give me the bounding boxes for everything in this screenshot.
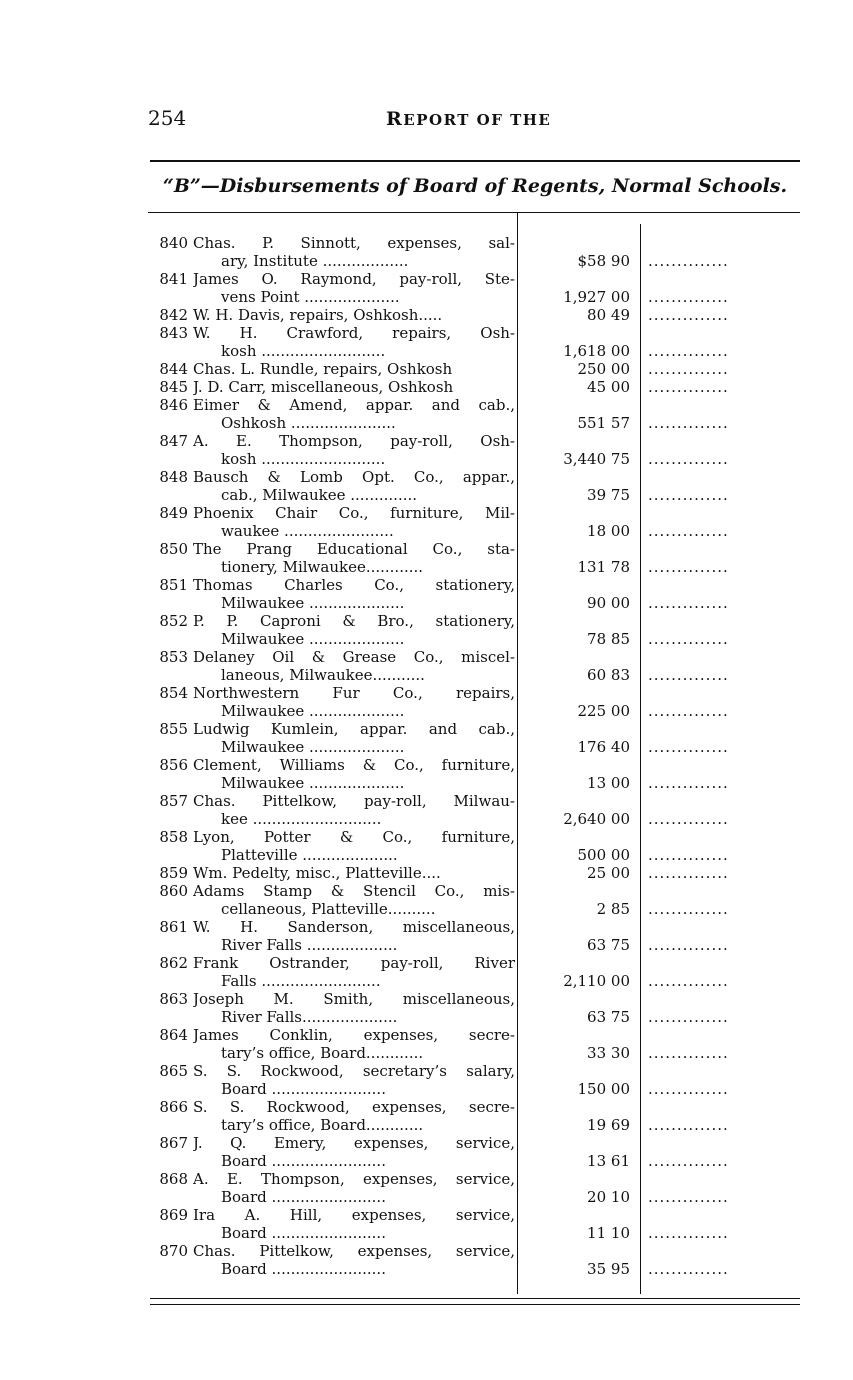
- entry-line: [0, 882, 853, 900]
- voucher-number: 843: [159, 324, 188, 342]
- title-rule: [148, 212, 800, 213]
- total-leader: ..............: [648, 972, 729, 990]
- total-leader: ..............: [648, 1008, 729, 1026]
- entry-line: [0, 810, 853, 828]
- entry-line: [0, 522, 853, 540]
- table-row: [0, 954, 853, 990]
- entry-line: [0, 1026, 853, 1044]
- voucher-number: 860: [159, 882, 188, 900]
- voucher-number: 857: [159, 792, 188, 810]
- entry-line: [0, 1152, 853, 1170]
- page-number: 254: [148, 106, 187, 130]
- payee-description: Falls .........................: [221, 972, 381, 990]
- entry-line: [0, 1206, 853, 1224]
- payee-description: Milwaukee ....................: [221, 630, 405, 648]
- voucher-number: 858: [159, 828, 188, 846]
- payee-description: Milwaukee ....................: [221, 738, 405, 756]
- payee-description: vens Point ....................: [221, 288, 400, 306]
- payee-description: Board ........................: [221, 1080, 386, 1098]
- payee-description: Thomas Charles Co., stationery,: [193, 576, 515, 594]
- payee-description: Northwestern Fur Co., repairs,: [193, 684, 515, 702]
- payee-description: Bausch & Lomb Opt. Co., appar.,: [193, 468, 515, 486]
- voucher-number: 854: [159, 684, 188, 702]
- voucher-number: 868: [159, 1170, 188, 1188]
- total-leader: ..............: [648, 1080, 729, 1098]
- entry-line: [0, 1116, 853, 1134]
- total-leader: ..............: [648, 594, 729, 612]
- payee-description: The Prang Educational Co., sta-: [193, 540, 515, 558]
- entry-line: [0, 648, 853, 666]
- voucher-number: 842: [159, 306, 188, 324]
- entry-line: [0, 432, 853, 450]
- table-row: [0, 504, 853, 540]
- amount: 80 49: [587, 306, 630, 324]
- amount: 2,110 00: [563, 972, 630, 990]
- table-row: [0, 396, 853, 432]
- table-row: [0, 1242, 853, 1278]
- total-leader: ..............: [648, 306, 729, 324]
- running-head-initial: R: [386, 108, 404, 130]
- payee-description: Board ........................: [221, 1152, 386, 1170]
- entry-line: [0, 990, 853, 1008]
- payee-description: Ludwig Kumlein, appar. and cab.,: [193, 720, 515, 738]
- entry-line: [0, 594, 853, 612]
- running-head: [386, 108, 551, 130]
- table-row: [0, 1134, 853, 1170]
- amount: 131 78: [577, 558, 630, 576]
- total-leader: ..............: [648, 1260, 729, 1278]
- entry-line: [0, 504, 853, 522]
- payee-description: Chas. Pittelkow, pay-roll, Milwau-: [193, 792, 515, 810]
- amount: 39 75: [587, 486, 630, 504]
- voucher-number: 862: [159, 954, 188, 972]
- table-row: [0, 990, 853, 1026]
- amount: 13 61: [587, 1152, 630, 1170]
- entry-line: [0, 792, 853, 810]
- payee-description: kosh ..........................: [221, 450, 386, 468]
- total-leader: ..............: [648, 630, 729, 648]
- voucher-number: 840: [159, 234, 188, 252]
- amount: 63 75: [587, 936, 630, 954]
- entry-line: [0, 972, 853, 990]
- table-row: [0, 270, 853, 306]
- voucher-number: 852: [159, 612, 188, 630]
- entry-line: [0, 1170, 853, 1188]
- amount: 35 95: [587, 1260, 630, 1278]
- entry-line: [0, 612, 853, 630]
- voucher-number: 844: [159, 360, 188, 378]
- payee-description: waukee .......................: [221, 522, 394, 540]
- payee-description: Lyon, Potter & Co., furniture,: [193, 828, 515, 846]
- entry-line: [0, 342, 853, 360]
- payee-description: P. P. Caproni & Bro., stationery,: [193, 612, 515, 630]
- total-leader: ..............: [648, 1188, 729, 1206]
- payee-description: Frank Ostrander, pay-roll, River: [193, 954, 515, 972]
- amount: 33 30: [587, 1044, 630, 1062]
- entry-line: [0, 1260, 853, 1278]
- entry-line: [0, 468, 853, 486]
- table-row: [0, 1170, 853, 1206]
- amount: 500 00: [577, 846, 630, 864]
- voucher-number: 849: [159, 504, 188, 522]
- voucher-number: 863: [159, 990, 188, 1008]
- entry-line: [0, 774, 853, 792]
- amount: 176 40: [577, 738, 630, 756]
- entry-line: [0, 666, 853, 684]
- payee-description: James O. Raymond, pay-roll, Ste-: [193, 270, 515, 288]
- entry-line: [0, 486, 853, 504]
- payee-description: Oshkosh ......................: [221, 414, 396, 432]
- total-leader: ..............: [648, 360, 729, 378]
- amount: 1,927 00: [563, 288, 630, 306]
- entry-line: [0, 1080, 853, 1098]
- voucher-number: 847: [159, 432, 188, 450]
- amount: 63 75: [587, 1008, 630, 1026]
- table-row: [0, 360, 853, 378]
- total-leader: ..............: [648, 378, 729, 396]
- running-head-rest: EPORT OF THE: [403, 111, 552, 129]
- amount: 18 00: [587, 522, 630, 540]
- entry-line: [0, 630, 853, 648]
- entry-line: [0, 414, 853, 432]
- amount: 150 00: [577, 1080, 630, 1098]
- top-rule: [150, 160, 800, 162]
- table-title: “B”—Disbursements of Board of Regents, Normal Schools.: [162, 175, 788, 197]
- payee-description: A. E. Thompson, expenses, service,: [193, 1170, 515, 1188]
- voucher-number: 853: [159, 648, 188, 666]
- entry-line: [0, 1134, 853, 1152]
- payee-description: James Conklin, expenses, secre-: [193, 1026, 515, 1044]
- total-leader: ..............: [648, 1152, 729, 1170]
- entry-line: [0, 738, 853, 756]
- table-row: [0, 324, 853, 360]
- table-row: [0, 432, 853, 468]
- entry-line: [0, 396, 853, 414]
- table-row: [0, 648, 853, 684]
- entry-line: [0, 558, 853, 576]
- payee-description: tary’s office, Board............: [221, 1044, 424, 1062]
- payee-description: Chas. L. Rundle, repairs, Oshkosh: [193, 360, 453, 378]
- total-leader: ..............: [648, 666, 729, 684]
- table-row: [0, 720, 853, 756]
- total-leader: ..............: [648, 936, 729, 954]
- bottom-rule-double: [150, 1304, 800, 1305]
- payee-description: tary’s office, Board............: [221, 1116, 424, 1134]
- voucher-number: 870: [159, 1242, 188, 1260]
- amount: 11 10: [587, 1224, 630, 1242]
- table-row: [0, 792, 853, 828]
- entry-line: [0, 360, 853, 378]
- entry-line: [0, 1188, 853, 1206]
- table-row: [0, 234, 853, 270]
- table-row: [0, 684, 853, 720]
- payee-description: W. H. Sanderson, miscellaneous,: [193, 918, 515, 936]
- voucher-number: 859: [159, 864, 188, 882]
- voucher-number: 867: [159, 1134, 188, 1152]
- total-leader: ..............: [648, 846, 729, 864]
- total-leader: ..............: [648, 522, 729, 540]
- payee-description: River Falls ...................: [221, 936, 398, 954]
- payee-description: A. E. Thompson, pay-roll, Osh-: [193, 432, 515, 450]
- table-row: [0, 1026, 853, 1062]
- total-leader: ..............: [648, 450, 729, 468]
- voucher-number: 861: [159, 918, 188, 936]
- table-row: [0, 1062, 853, 1098]
- entry-line: [0, 252, 853, 270]
- disbursement-rows: [0, 234, 853, 1278]
- payee-description: River Falls....................: [221, 1008, 398, 1026]
- table-row: [0, 864, 853, 882]
- payee-description: Wm. Pedelty, misc., Platteville....: [193, 864, 441, 882]
- entry-line: [0, 540, 853, 558]
- table-row: [0, 756, 853, 792]
- amount: 78 85: [587, 630, 630, 648]
- payee-description: Eimer & Amend, appar. and cab.,: [193, 396, 515, 414]
- voucher-number: 856: [159, 756, 188, 774]
- payee-description: cellaneous, Platteville..........: [221, 900, 436, 918]
- amount: 90 00: [587, 594, 630, 612]
- payee-description: Chas. P. Sinnott, expenses, sal-: [193, 234, 515, 252]
- amount: 60 83: [587, 666, 630, 684]
- voucher-number: 841: [159, 270, 188, 288]
- entry-line: [0, 450, 853, 468]
- voucher-number: 846: [159, 396, 188, 414]
- payee-description: Delaney Oil & Grease Co., miscel-: [193, 648, 515, 666]
- amount: 45 00: [587, 378, 630, 396]
- payee-description: tionery, Milwaukee............: [221, 558, 424, 576]
- entry-line: [0, 1098, 853, 1116]
- voucher-number: 864: [159, 1026, 188, 1044]
- entry-line: [0, 1242, 853, 1260]
- total-leader: ..............: [648, 1044, 729, 1062]
- table-row: [0, 1206, 853, 1242]
- entry-line: [0, 270, 853, 288]
- payee-description: cab., Milwaukee ..............: [221, 486, 418, 504]
- payee-description: ary, Institute ..................: [221, 252, 409, 270]
- entry-line: [0, 1224, 853, 1242]
- table-row: [0, 612, 853, 648]
- amount: 2 85: [596, 900, 630, 918]
- entry-line: [0, 936, 853, 954]
- bottom-rule: [150, 1298, 800, 1299]
- table-row: [0, 918, 853, 954]
- payee-description: Board ........................: [221, 1260, 386, 1278]
- entry-line: [0, 234, 853, 252]
- entry-line: [0, 1044, 853, 1062]
- payee-description: W. H. Davis, repairs, Oshkosh.....: [193, 306, 443, 324]
- table-row: [0, 828, 853, 864]
- entry-line: [0, 918, 853, 936]
- voucher-number: 850: [159, 540, 188, 558]
- total-leader: ..............: [648, 414, 729, 432]
- amount: 20 10: [587, 1188, 630, 1206]
- payee-description: J. Q. Emery, expenses, service,: [193, 1134, 515, 1152]
- payee-description: Phoenix Chair Co., furniture, Mil-: [193, 504, 515, 522]
- amount: 13 00: [587, 774, 630, 792]
- entry-line: [0, 702, 853, 720]
- payee-description: Milwaukee ....................: [221, 774, 405, 792]
- entry-line: [0, 306, 853, 324]
- entry-line: [0, 684, 853, 702]
- payee-description: S. S. Rockwood, secretary’s salary,: [193, 1062, 515, 1080]
- payee-description: Board ........................: [221, 1224, 386, 1242]
- voucher-number: 865: [159, 1062, 188, 1080]
- table-row: [0, 882, 853, 918]
- entry-line: [0, 954, 853, 972]
- total-leader: ..............: [648, 1116, 729, 1134]
- voucher-number: 851: [159, 576, 188, 594]
- total-leader: ..............: [648, 1224, 729, 1242]
- table-row: [0, 540, 853, 576]
- payee-description: Chas. Pittelkow, expenses, service,: [193, 1242, 515, 1260]
- amount: 250 00: [577, 360, 630, 378]
- total-leader: ..............: [648, 288, 729, 306]
- total-leader: ..............: [648, 342, 729, 360]
- table-row: [0, 576, 853, 612]
- payee-description: Clement, Williams & Co., furniture,: [193, 756, 515, 774]
- entry-line: [0, 864, 853, 882]
- entry-line: [0, 756, 853, 774]
- total-leader: ..............: [648, 738, 729, 756]
- total-leader: ..............: [648, 900, 729, 918]
- payee-description: Adams Stamp & Stencil Co., mis-: [193, 882, 515, 900]
- total-leader: ..............: [648, 558, 729, 576]
- entry-line: [0, 288, 853, 306]
- table-row: [0, 468, 853, 504]
- total-leader: ..............: [648, 810, 729, 828]
- entry-line: [0, 324, 853, 342]
- total-leader: ..............: [648, 864, 729, 882]
- amount: $58 90: [577, 252, 630, 270]
- voucher-number: 866: [159, 1098, 188, 1116]
- payee-description: Platteville ....................: [221, 846, 398, 864]
- payee-description: kee ...........................: [221, 810, 382, 828]
- voucher-number: 848: [159, 468, 188, 486]
- payee-description: Milwaukee ....................: [221, 594, 405, 612]
- voucher-number: 855: [159, 720, 188, 738]
- entry-line: [0, 846, 853, 864]
- amount: 225 00: [577, 702, 630, 720]
- total-leader: ..............: [648, 774, 729, 792]
- entry-line: [0, 1062, 853, 1080]
- payee-description: Board ........................: [221, 1188, 386, 1206]
- total-leader: ..............: [648, 486, 729, 504]
- payee-description: Joseph M. Smith, miscellaneous,: [193, 990, 515, 1008]
- amount: 2,640 00: [563, 810, 630, 828]
- amount: 1,618 00: [563, 342, 630, 360]
- total-leader: ..............: [648, 252, 729, 270]
- entry-line: [0, 828, 853, 846]
- table-row: [0, 378, 853, 396]
- amount: 551 57: [577, 414, 630, 432]
- payee-description: J. D. Carr, miscellaneous, Oshkosh: [193, 378, 454, 396]
- voucher-number: 845: [159, 378, 188, 396]
- entry-line: [0, 378, 853, 396]
- payee-description: W. H. Crawford, repairs, Osh-: [193, 324, 515, 342]
- table-row: [0, 1098, 853, 1134]
- entry-line: [0, 1008, 853, 1026]
- voucher-number: 869: [159, 1206, 188, 1224]
- total-leader: ..............: [648, 702, 729, 720]
- entry-line: [0, 900, 853, 918]
- table-row: [0, 306, 853, 324]
- payee-description: laneous, Milwaukee...........: [221, 666, 425, 684]
- payee-description: S. S. Rockwood, expenses, secre-: [193, 1098, 515, 1116]
- amount: 3,440 75: [563, 450, 630, 468]
- entry-line: [0, 720, 853, 738]
- payee-description: kosh ..........................: [221, 342, 386, 360]
- payee-description: Milwaukee ....................: [221, 702, 405, 720]
- payee-description: Ira A. Hill, expenses, service,: [193, 1206, 515, 1224]
- entry-line: [0, 576, 853, 594]
- amount: 19 69: [587, 1116, 630, 1134]
- amount: 25 00: [587, 864, 630, 882]
